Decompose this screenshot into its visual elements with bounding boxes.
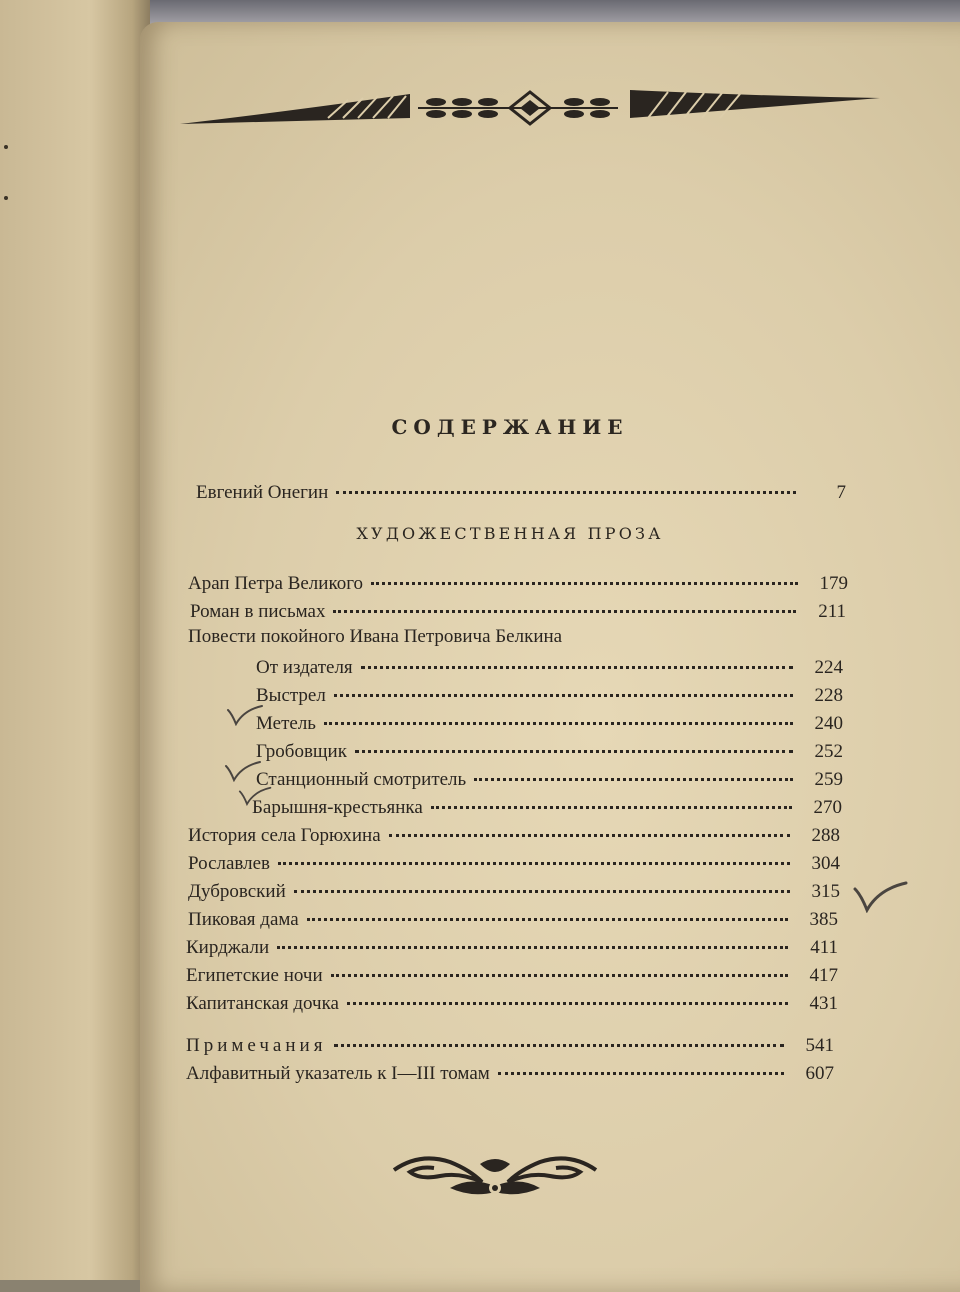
bottom-ornament-icon <box>390 1148 600 1202</box>
toc-entry-page: 252 <box>814 741 843 762</box>
toc-entry-page: 211 <box>818 601 846 622</box>
toc-entry <box>252 792 842 818</box>
toc-leader-dots <box>334 676 793 697</box>
pencil-checkmark-icon <box>238 786 274 806</box>
toc-entry-title: Алфавитный указатель к I—III томам <box>186 1063 490 1084</box>
toc-entry-page: 417 <box>809 965 838 986</box>
toc-entry-page: 304 <box>811 853 840 874</box>
toc-entry-page: 179 <box>819 573 848 594</box>
toc-entry <box>256 652 843 678</box>
toc-entry-page: 431 <box>809 993 838 1014</box>
toc-entry <box>196 477 846 503</box>
toc-entry-title: Капитанская дочка <box>186 993 339 1014</box>
toc-entry <box>256 708 843 734</box>
contents-heading: СОДЕРЖАНИЕ <box>391 415 629 439</box>
toc-entry <box>190 596 846 622</box>
toc-entry-title: Повести покойного Ивана Петровича Белкина <box>188 626 563 647</box>
toc-entry <box>188 848 840 874</box>
toc-entry-page: 385 <box>809 909 838 930</box>
toc-entry-title: Метель <box>256 713 316 734</box>
toc-leader-dots <box>474 760 793 781</box>
toc-entry-page: 7 <box>836 482 846 503</box>
toc-entry-page: 315 <box>811 881 840 902</box>
ink-speck <box>4 196 8 200</box>
toc-entry <box>186 988 838 1014</box>
toc-entry <box>186 960 838 986</box>
toc-entry-page: 228 <box>814 685 843 706</box>
toc-leader-dots <box>278 844 790 865</box>
toc-entry-page: 411 <box>810 937 838 958</box>
left-page-edge <box>0 0 150 1280</box>
toc-leader-dots <box>361 648 793 669</box>
toc-entry-title: Выстрел <box>256 685 326 706</box>
toc-entry <box>256 680 843 706</box>
toc-leader-dots <box>333 592 796 613</box>
toc-leader-dots <box>277 928 788 949</box>
toc-leader-dots <box>431 788 792 809</box>
toc-entry <box>188 624 848 650</box>
toc-entry <box>256 736 843 762</box>
toc-entry-title: Барышня-крестьянка <box>252 797 423 818</box>
toc-entry-title: Евгений Онегин <box>196 482 329 503</box>
toc-entry-page: 270 <box>813 797 842 818</box>
toc-leader-dots <box>307 900 788 921</box>
ink-speck <box>4 145 8 149</box>
toc-entry <box>188 904 838 930</box>
toc-leader-dots <box>389 816 790 837</box>
toc-entry-title: Дубровский <box>188 881 286 902</box>
toc-entry-title: Станционный смотритель <box>256 769 467 790</box>
toc-leader-dots <box>371 564 798 585</box>
toc-entry-page: 224 <box>814 657 843 678</box>
toc-entry-page: 288 <box>811 825 840 846</box>
toc-entry-page: 240 <box>814 713 843 734</box>
toc-leader-dots <box>347 984 788 1005</box>
toc-entry-title: Гробовщик <box>256 741 347 762</box>
toc-entry-page: 607 <box>805 1063 834 1084</box>
toc-entry-title: Роман в письмах <box>190 601 326 622</box>
section-heading: ХУДОЖЕСТВЕННАЯ ПРОЗА <box>356 524 664 543</box>
toc-leader-dots <box>336 473 796 494</box>
toc-entry <box>256 764 843 790</box>
pencil-checkmark-icon <box>224 760 264 782</box>
toc-entry-title: Египетские ночи <box>186 965 323 986</box>
toc-leader-dots <box>498 1054 784 1075</box>
toc-entry <box>188 820 840 846</box>
toc-entry <box>186 932 838 958</box>
toc-entry-title: Рославлев <box>188 853 271 874</box>
toc-entry-title: Пиковая дама <box>188 909 299 930</box>
toc-entry-title: Примечания <box>186 1035 327 1056</box>
toc-entry-page: 541 <box>805 1035 834 1056</box>
toc-entry-title: Кирджали <box>186 937 270 958</box>
toc-entry-title: Арап Петра Великого <box>188 573 364 594</box>
toc-entry-title: От издателя <box>256 657 353 678</box>
toc-leader-dots <box>294 872 790 893</box>
toc-entry-page: 259 <box>814 769 843 790</box>
toc-leader-dots <box>324 704 793 725</box>
toc-leader-dots <box>334 1026 784 1047</box>
toc-entry <box>188 876 840 902</box>
toc-leader-dots <box>331 956 788 977</box>
top-ornament-icon <box>178 84 882 126</box>
toc-entry-title: История села Горюхина <box>188 825 381 846</box>
pencil-checkmark-icon <box>852 880 912 913</box>
toc-entry <box>186 1058 834 1084</box>
pencil-checkmark-icon <box>226 704 266 726</box>
toc-entry <box>186 1030 834 1056</box>
toc-leader-dots <box>355 732 793 753</box>
toc-entry <box>188 568 848 594</box>
